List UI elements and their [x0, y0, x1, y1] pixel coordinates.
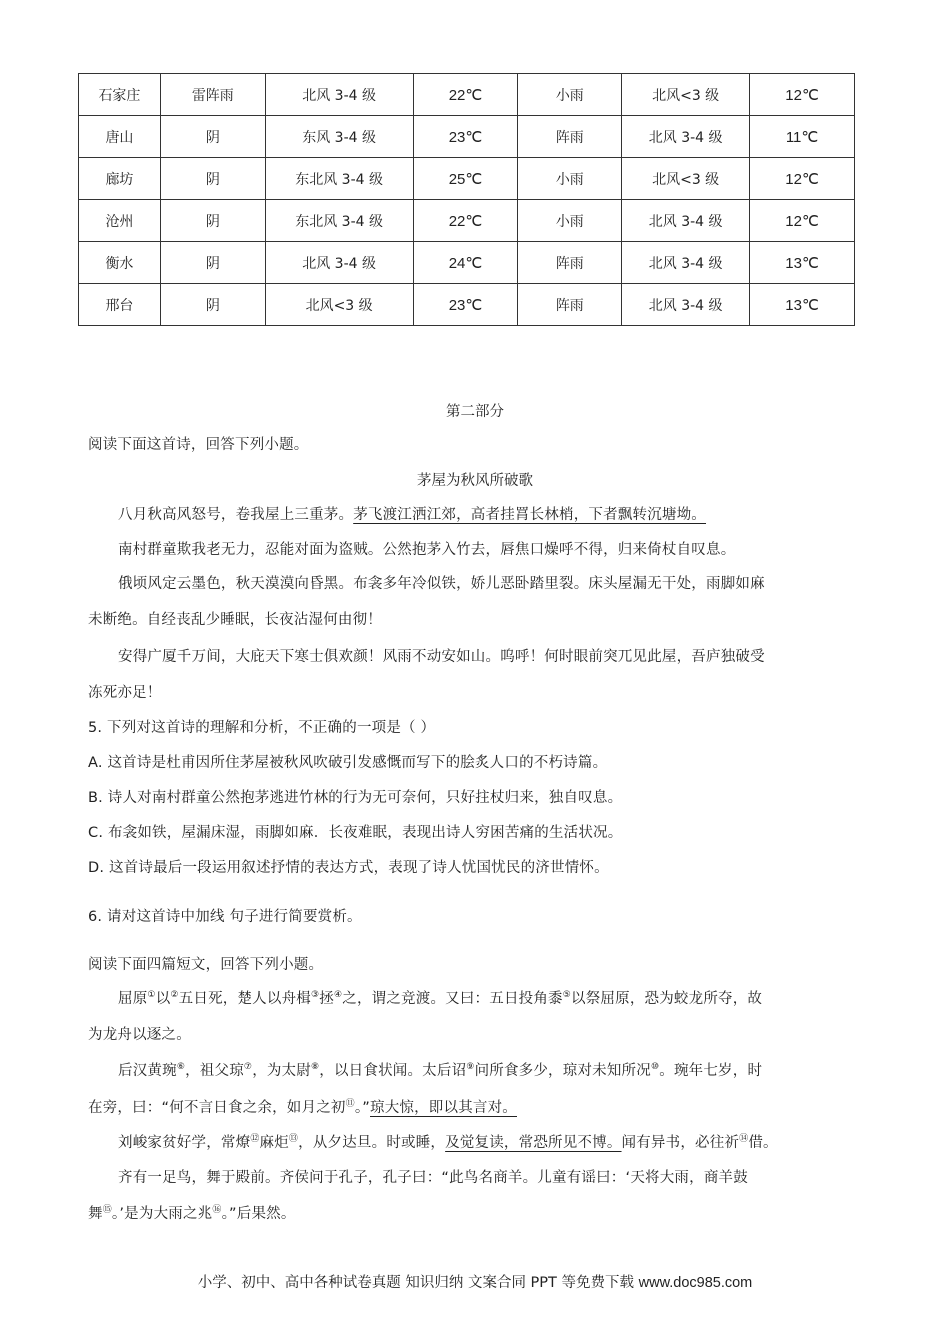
table-cell: 北风 3-4 级	[622, 200, 750, 242]
table-cell: 阴	[160, 116, 265, 158]
text: ，从夕达旦。时或睡，	[298, 1135, 446, 1151]
text: 以	[155, 991, 171, 1007]
weather-table-body	[79, 74, 855, 326]
weather-table	[78, 73, 855, 326]
footnote-marker: ①	[147, 990, 156, 1001]
section-title: 第二部分	[446, 404, 504, 420]
table-row	[79, 200, 855, 242]
text: 五日死，楚人以舟楫	[178, 991, 311, 1007]
table-cell: 廊坊	[79, 158, 161, 200]
table-cell: 12℃	[750, 158, 855, 200]
underlined-sentence: 茅飞渡江洒江郊，高者挂罥长林梢，下者飘转沉塘坳。	[353, 507, 707, 523]
table-cell: 北风 3-4 级	[622, 284, 750, 326]
text: 拯	[319, 991, 334, 1007]
option-a: A. 这首诗是杜甫因所住茅屋被秋风吹破引发感慨而写下的脍炙人口的不朽诗篇。	[88, 755, 608, 771]
text: ，以日食状闻。太后诏	[319, 1063, 467, 1079]
poem-stanza-3-line-1: 俄顷风定云墨色，秋天漠漠向昏黑。布衾多年冷似铁，娇儿恶卧踏里裂。床头屋漏无干处，雨脚如麻	[118, 576, 765, 592]
footnote-marker: ⑪	[345, 1099, 355, 1110]
footnote-marker: ④	[333, 990, 343, 1001]
text: 。”	[354, 1100, 370, 1116]
table-cell: 阵雨	[518, 284, 622, 326]
question-6: 6. 请对这首诗中加线 句子进行简要赏析。	[88, 909, 362, 925]
footnote-marker: ⑬	[288, 1134, 299, 1145]
poem-text: 八月秋高风怒号，卷我屋上三重茅。	[118, 507, 354, 523]
underlined-sentence: 琼大惊，即以其言对。	[370, 1100, 517, 1116]
table-cell: 沧州	[79, 200, 161, 242]
table-cell: 东风 3-4 级	[265, 116, 413, 158]
table-cell: 北风<3 级	[265, 284, 413, 326]
text: 刘峻家贫好学，常燎	[118, 1135, 251, 1151]
table-cell: 阵雨	[518, 242, 622, 284]
table-cell: 石家庄	[79, 74, 161, 116]
table-row	[79, 116, 855, 158]
text: ，祖父琼	[185, 1063, 244, 1079]
passage-1-line-2: 为龙舟以逐之。	[88, 1027, 191, 1043]
table-row	[79, 284, 855, 326]
text: 之，谓之竞渡。又曰：五日投角黍	[342, 991, 563, 1007]
poem-stanza-3-line-2: 未断绝。自经丧乱少睡眠，长夜沾湿何由彻！	[88, 612, 382, 628]
poem-instruction: 阅读下面这首诗，回答下列小题。	[88, 437, 309, 453]
table-cell: 22℃	[413, 200, 518, 242]
passage-2-line-1	[118, 1059, 762, 1080]
table-cell: 东北风 3-4 级	[265, 158, 413, 200]
page-footer	[0, 1271, 950, 1292]
poem-stanza-1	[118, 503, 706, 524]
table-cell: 北风<3 级	[622, 158, 750, 200]
table-cell: 阴	[160, 200, 265, 242]
text: ，为太尉	[252, 1063, 311, 1079]
text: 闻有异书，必往祈	[621, 1135, 740, 1151]
table-cell: 23℃	[413, 116, 518, 158]
footnote-marker: ②	[170, 990, 179, 1001]
table-cell: 北风 3-4 级	[622, 116, 750, 158]
table-cell: 阵雨	[518, 116, 622, 158]
table-cell: 邢台	[79, 284, 161, 326]
table-cell: 23℃	[413, 284, 518, 326]
table-cell: 北风 3-4 级	[622, 242, 750, 284]
text: 在旁，曰：“何不言日食之余，如月之初	[88, 1100, 346, 1116]
passage-2-line-2	[88, 1096, 517, 1117]
table-row	[79, 242, 855, 284]
passage-instruction: 阅读下面四篇短文，回答下列小题。	[88, 957, 324, 973]
poem-title: 茅屋为秋风所破歌	[417, 473, 533, 489]
table-cell: 小雨	[518, 158, 622, 200]
text: 屈原	[118, 991, 148, 1007]
table-cell: 北风<3 级	[622, 74, 750, 116]
footnote-marker: ③	[310, 990, 320, 1001]
table-cell: 雷阵雨	[160, 74, 265, 116]
table-cell: 11℃	[750, 116, 855, 158]
footnote-marker: ⑧	[311, 1062, 320, 1073]
table-cell: 阴	[160, 242, 265, 284]
passage-4-line-2	[88, 1202, 296, 1223]
table-cell: 北风 3-4 级	[265, 74, 413, 116]
table-cell: 22℃	[413, 74, 518, 116]
footnote-marker: ⑦	[243, 1062, 253, 1073]
footnote-marker: ⑯	[212, 1205, 222, 1216]
passage-3	[118, 1131, 778, 1152]
text: 麻炬	[259, 1135, 289, 1151]
footnote-marker: ⑤	[562, 990, 572, 1001]
table-cell: 25℃	[413, 158, 518, 200]
underlined-sentence: 及觉复读，常恐所见不博。	[445, 1135, 622, 1151]
footnote-marker: ⑫	[250, 1134, 260, 1145]
table-cell: 13℃	[750, 242, 855, 284]
footer-text: 小学、初中、高中各种试卷真题 知识归纳 文案合同 PPT 等免费下载	[197, 1275, 635, 1291]
option-d: D. 这首诗最后一段运用叙述抒情的表达方式，表现了诗人忧国忧民的济世情怀。	[88, 860, 609, 876]
footnote-marker: ⑨	[466, 1062, 475, 1073]
option-c: C. 布衾如铁，屋漏床湿，雨脚如麻．长夜难眠，表现出诗人穷困苦痛的生活状况。	[88, 825, 623, 841]
text: 问所食多少，琼对未知所况	[474, 1063, 651, 1079]
table-cell: 12℃	[750, 74, 855, 116]
poem-stanza-4-line-2: 冻死亦足！	[88, 685, 162, 701]
text: 借。	[748, 1135, 778, 1151]
text: 舞	[88, 1206, 103, 1222]
passage-1-line-1	[118, 987, 762, 1008]
footnote-marker: ⑩	[650, 1062, 660, 1073]
table-cell: 小雨	[518, 74, 622, 116]
table-cell: 衡水	[79, 242, 161, 284]
table-cell: 唐山	[79, 116, 161, 158]
table-cell: 小雨	[518, 200, 622, 242]
footnote-marker: ⑥	[176, 1062, 186, 1073]
text: 以祭屈原，恐为蛟龙所夺，故	[571, 991, 763, 1007]
table-cell: 北风 3-4 级	[265, 242, 413, 284]
text: 。琬年七岁，时	[659, 1063, 763, 1079]
poem-stanza-2: 南村群童欺我老无力，忍能对面为盗贼。公然抱茅入竹去，唇焦口燥呼不得，归来倚杖自叹息。	[118, 542, 736, 558]
table-cell: 24℃	[413, 242, 518, 284]
table-cell: 阴	[160, 284, 265, 326]
footnote-marker: ⑮	[102, 1205, 112, 1216]
table-cell: 13℃	[750, 284, 855, 326]
text: 。”后果然。	[221, 1206, 296, 1222]
question-5: 5. 下列对这首诗的理解和分析，不正确的一项是（ ）	[88, 720, 436, 736]
table-cell: 12℃	[750, 200, 855, 242]
option-b: B. 诗人对南村群童公然抱茅逃进竹林的行为无可奈何，只好拄杖归来，独自叹息。	[88, 790, 623, 806]
poem-stanza-4-line-1: 安得广厦千万间，大庇天下寒士俱欢颜！风雨不动安如山。呜呼！何时眼前突兀见此屋，吾庐独破受	[118, 649, 765, 665]
table-cell: 东北风 3-4 级	[265, 200, 413, 242]
passage-4-line-1: 齐有一足鸟，舞于殿前。齐侯问于孔子，孔子曰：“此鸟名商羊。儿童有谣曰：‘天将大雨，商羊鼓	[118, 1170, 748, 1186]
table-cell: 阴	[160, 158, 265, 200]
text: 后汉黄琬	[118, 1063, 177, 1079]
footnote-marker: ⑭	[739, 1134, 749, 1145]
table-row	[79, 158, 855, 200]
footer-link[interactable]: www.doc985.com	[638, 1275, 753, 1291]
table-row	[79, 74, 855, 116]
text: 。’是为大雨之兆	[111, 1206, 213, 1222]
